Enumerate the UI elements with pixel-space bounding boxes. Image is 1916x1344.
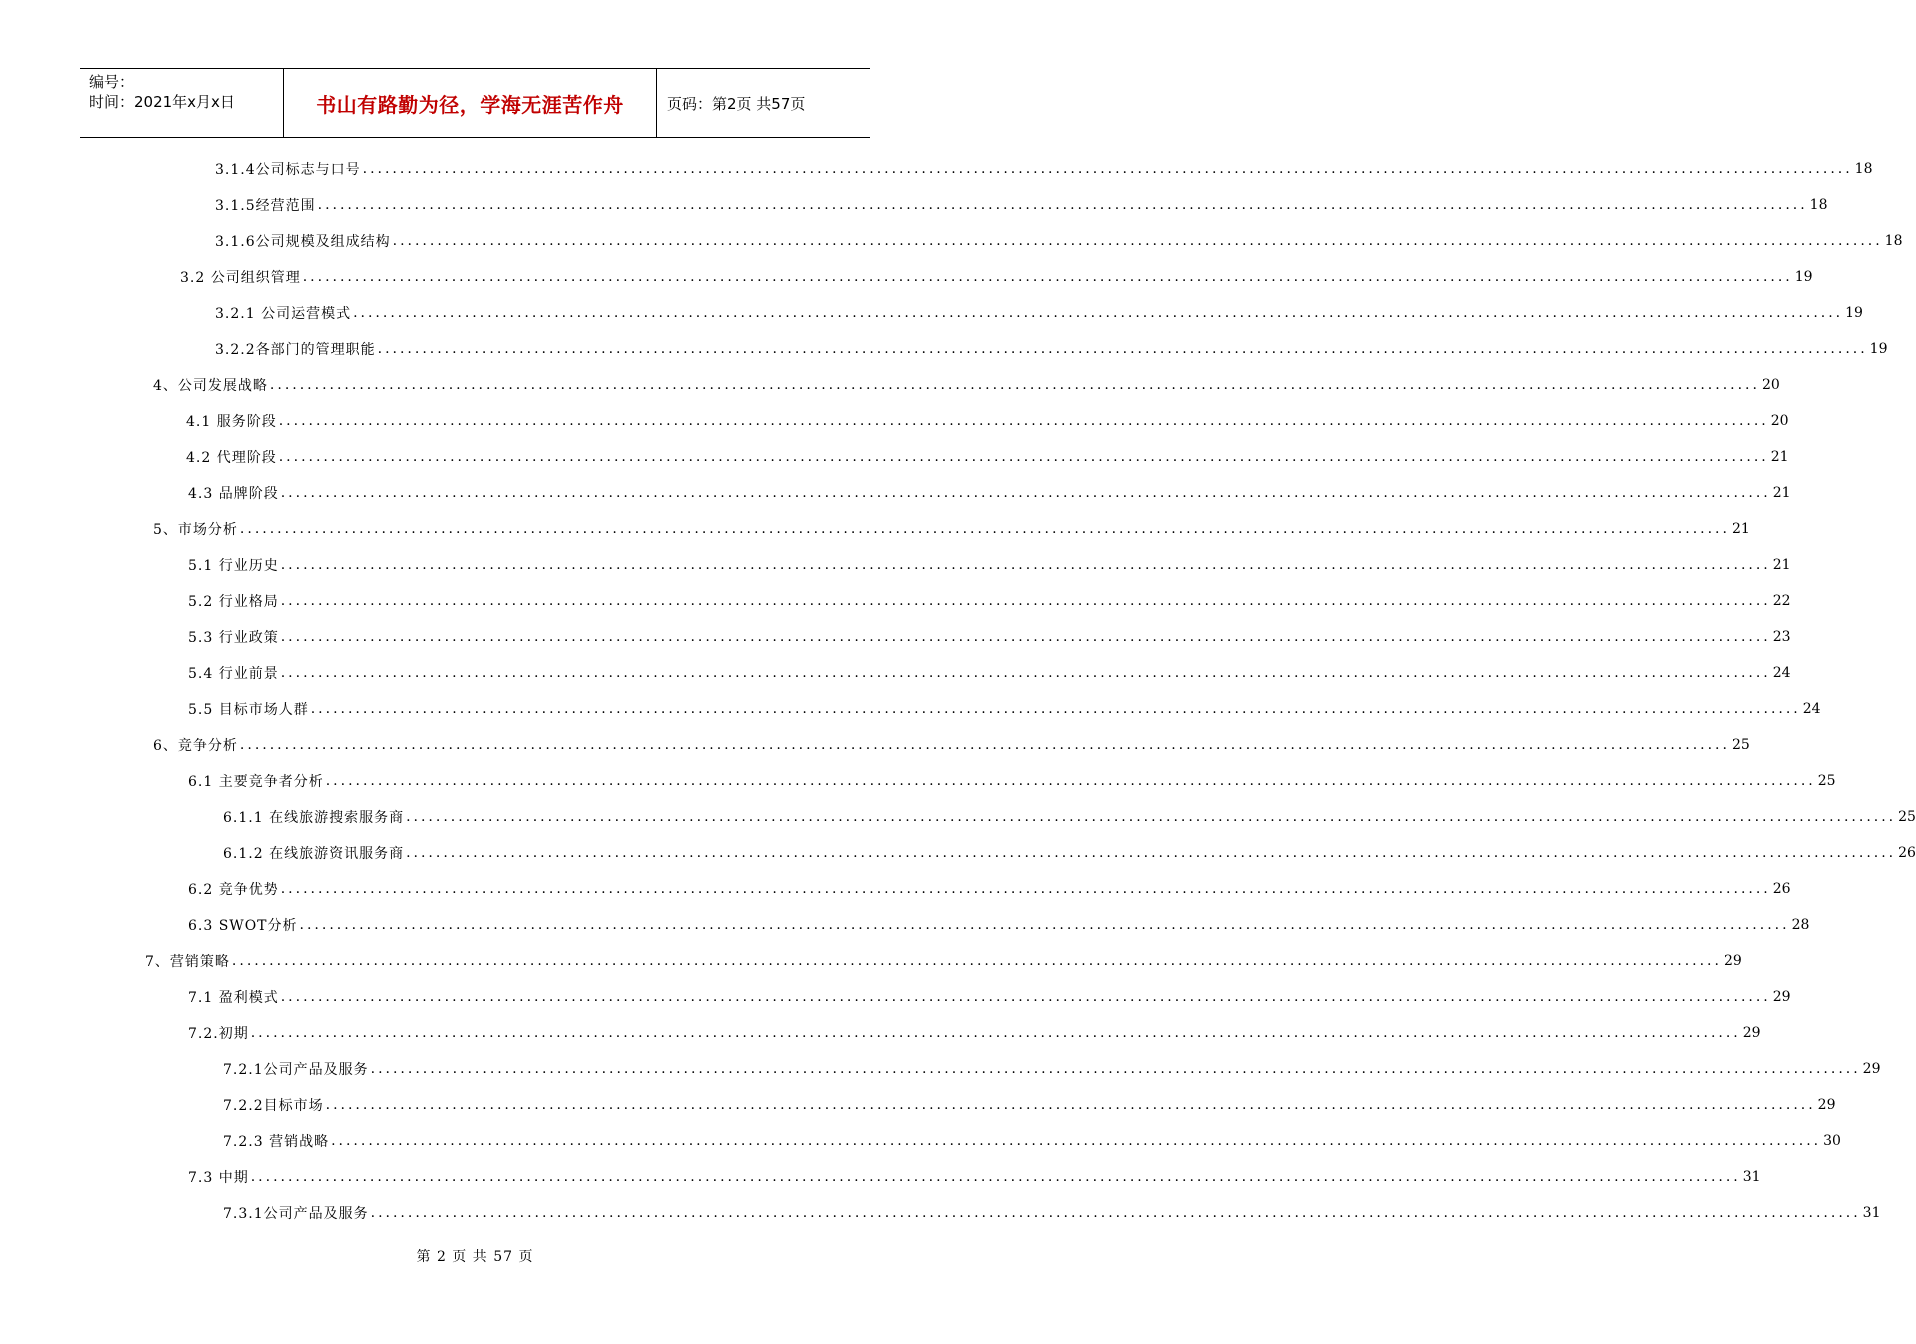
toc-dot-leader: ........................................................................................................................................................................................................ <box>310 701 1801 717</box>
toc-entry[interactable] <box>145 943 1742 979</box>
toc-entry[interactable] <box>188 871 1791 907</box>
toc-dot-leader: ........................................................................................................................................................................................................ <box>280 485 1771 501</box>
toc-entry-title: 5.3 行业政策 <box>188 630 279 646</box>
toc-entry-title: 4.3 品牌阶段 <box>188 486 279 502</box>
toc-entry-page: 21 <box>1770 449 1789 465</box>
toc-dot-leader: ........................................................................................................................................................................................................ <box>231 953 1722 969</box>
toc-dot-leader: ........................................................................................................................................................................................................ <box>370 1205 1861 1221</box>
header-meta <box>80 69 283 137</box>
toc-dot-leader: ........................................................................................................................................................................................................ <box>280 989 1771 1005</box>
toc-entry[interactable] <box>188 1015 1761 1051</box>
toc-entry[interactable] <box>223 1051 1881 1087</box>
toc-entry-page: 19 <box>1869 341 1888 357</box>
toc-entry-page: 25 <box>1898 809 1916 825</box>
toc-entry-title: 5.5 目标市场人群 <box>188 702 309 718</box>
toc-entry-page: 29 <box>1817 1097 1836 1113</box>
toc-dot-leader: ........................................................................................................................................................................................................ <box>280 881 1771 897</box>
toc-entry[interactable] <box>223 1087 1836 1123</box>
toc-dot-leader: ........................................................................................................................................................................................................ <box>325 773 1816 789</box>
toc-entry-title: 6.3 SWOT分析 <box>188 918 298 934</box>
toc-dot-leader: ........................................................................................................................................................................................................ <box>392 233 1883 249</box>
toc-entry[interactable] <box>153 511 1750 547</box>
toc-entry[interactable] <box>223 1195 1881 1231</box>
toc-dot-leader: ........................................................................................................................................................................................................ <box>353 305 1844 321</box>
toc-entry-title: 7、营销策略 <box>145 954 230 970</box>
toc-entry[interactable] <box>215 331 1888 367</box>
toc-entry[interactable] <box>223 799 1916 835</box>
toc-entry-page: 29 <box>1772 989 1791 1005</box>
toc-dot-leader: ........................................................................................................................................................................................................ <box>370 1061 1861 1077</box>
toc-entry-title: 3.1.4公司标志与口号 <box>215 162 361 178</box>
toc-entry-page: 29 <box>1723 953 1742 969</box>
toc-entry[interactable] <box>215 295 1863 331</box>
toc-entry-title: 6.1 主要竞争者分析 <box>188 774 324 790</box>
toc-entry-title: 6、竞争分析 <box>153 738 238 754</box>
toc-entry-page: 24 <box>1802 701 1821 717</box>
toc-entry[interactable] <box>215 187 1828 223</box>
toc-entry[interactable] <box>188 655 1791 691</box>
toc-entry[interactable] <box>215 223 1903 259</box>
toc-dot-leader: ........................................................................................................................................................................................................ <box>280 593 1771 609</box>
toc-dot-leader: ........................................................................................................................................................................................................ <box>250 1169 1741 1185</box>
toc-entry-page: 31 <box>1742 1169 1761 1185</box>
toc-entry[interactable] <box>188 475 1791 511</box>
header-page-code: 页码：第2页 共57页 <box>667 94 806 113</box>
toc-entry-page: 21 <box>1772 485 1791 501</box>
toc-entry-page: 28 <box>1791 917 1810 933</box>
toc-entry-page: 18 <box>1809 197 1828 213</box>
toc-entry-title: 7.2.3 营销战略 <box>223 1134 330 1150</box>
toc-dot-leader: ........................................................................................................................................................................................................ <box>280 629 1771 645</box>
toc-dot-leader: ........................................................................................................................................................................................................ <box>278 413 1769 429</box>
toc-dot-leader: ........................................................................................................................................................................................................ <box>362 161 1853 177</box>
toc-entry-title: 5.4 行业前景 <box>188 666 279 682</box>
toc-entry-page: 20 <box>1770 413 1789 429</box>
toc-entry[interactable] <box>188 979 1791 1015</box>
toc-entry[interactable] <box>188 547 1791 583</box>
toc-entry[interactable] <box>188 907 1810 943</box>
toc-entry-title: 7.2.初期 <box>188 1026 249 1042</box>
toc-entry-title: 3.1.6公司规模及组成结构 <box>215 234 391 250</box>
toc-dot-leader: ........................................................................................................................................................................................................ <box>239 521 1730 537</box>
toc-entry-page: 26 <box>1898 845 1916 861</box>
toc-entry-title: 7.2.1公司产品及服务 <box>223 1062 369 1078</box>
toc-entry-title: 6.1.2 在线旅游资讯服务商 <box>223 846 405 862</box>
toc-dot-leader: ........................................................................................................................................................................................................ <box>250 1025 1741 1041</box>
toc-entry-title: 5.1 行业历史 <box>188 558 279 574</box>
toc-entry-title: 4.1 服务阶段 <box>186 414 277 430</box>
time-label: 时间：2021年x月x日 <box>89 93 235 111</box>
toc-entry[interactable] <box>188 691 1821 727</box>
toc-entry[interactable] <box>188 619 1791 655</box>
toc-dot-leader: ........................................................................................................................................................................................................ <box>278 449 1769 465</box>
toc-dot-leader: ........................................................................................................................................................................................................ <box>406 809 1897 825</box>
toc-entry[interactable] <box>223 1123 1841 1159</box>
toc-entry-page: 20 <box>1761 377 1780 393</box>
toc-dot-leader: ........................................................................................................................................................................................................ <box>377 341 1868 357</box>
toc-entry-title: 3.1.5经营范围 <box>215 198 316 214</box>
toc-entry-page: 23 <box>1772 629 1791 645</box>
toc-entry[interactable] <box>186 439 1789 475</box>
toc-entry-page: 21 <box>1772 557 1791 573</box>
toc-dot-leader: ........................................................................................................................................................................................................ <box>299 917 1790 933</box>
toc-entry-page: 22 <box>1772 593 1791 609</box>
toc-entry-page: 29 <box>1862 1061 1881 1077</box>
toc-entry-page: 29 <box>1742 1025 1761 1041</box>
toc-entry-title: 7.1 盈利模式 <box>188 990 279 1006</box>
toc-entry-page: 31 <box>1862 1205 1881 1221</box>
toc-entry-title: 3.2.2各部门的管理职能 <box>215 342 376 358</box>
toc-dot-leader: ........................................................................................................................................................................................................ <box>239 737 1730 753</box>
toc-entry-title: 7.2.2目标市场 <box>223 1098 324 1114</box>
toc-entry-title: 3.2 公司组织管理 <box>180 270 301 286</box>
page-header <box>80 68 870 138</box>
toc-entry[interactable] <box>180 259 1813 295</box>
toc-entry-title: 3.2.1 公司运营模式 <box>215 306 352 322</box>
toc-entry-title: 6.1.1 在线旅游搜索服务商 <box>223 810 405 826</box>
toc-dot-leader: ........................................................................................................................................................................................................ <box>331 1133 1822 1149</box>
toc-dot-leader: ........................................................................................................................................................................................................ <box>302 269 1793 285</box>
toc-dot-leader: ........................................................................................................................................................................................................ <box>280 557 1771 573</box>
toc-entry[interactable] <box>153 367 1780 403</box>
toc-entry-page: 19 <box>1845 305 1863 321</box>
toc-entry-page: 26 <box>1772 881 1791 897</box>
toc-entry-title: 5、市场分析 <box>153 522 238 538</box>
toc-entry[interactable] <box>186 403 1789 439</box>
toc-entry-page: 25 <box>1817 773 1836 789</box>
toc-entry-title: 5.2 行业格局 <box>188 594 279 610</box>
toc-dot-leader: ........................................................................................................................................................................................................ <box>325 1097 1816 1113</box>
toc-entry-title: 7.3.1公司产品及服务 <box>223 1206 369 1222</box>
toc-dot-leader: ........................................................................................................................................................................................................ <box>280 665 1771 681</box>
page-footer: 第 2 页 共 57 页 <box>416 1249 534 1265</box>
toc-entry-page: 18 <box>1884 233 1903 249</box>
toc-entry-page: 24 <box>1772 665 1791 681</box>
toc-entry-page: 21 <box>1731 521 1750 537</box>
toc-entry-title: 4.2 代理阶段 <box>186 450 277 466</box>
toc-dot-leader: ........................................................................................................................................................................................................ <box>317 197 1808 213</box>
toc-entry-page: 25 <box>1731 737 1750 753</box>
toc-entry[interactable] <box>188 1159 1761 1195</box>
toc-entry-title: 4、公司发展战略 <box>153 378 268 394</box>
toc-entry-page: 30 <box>1823 1133 1841 1149</box>
header-motto: 书山有路勤为径，学海无涯苦作舟 <box>283 69 657 137</box>
toc-entry-page: 19 <box>1794 269 1813 285</box>
toc-entry[interactable] <box>188 583 1791 619</box>
serial-label: 编号： <box>89 73 135 91</box>
toc-entry[interactable] <box>215 151 1873 187</box>
toc-entry-title: 6.2 竞争优势 <box>188 882 279 898</box>
toc-entry-title: 7.3 中期 <box>188 1170 249 1186</box>
toc-entry[interactable] <box>223 835 1916 871</box>
toc-entry-page: 18 <box>1854 161 1873 177</box>
toc-entry[interactable] <box>188 763 1836 799</box>
toc-dot-leader: ........................................................................................................................................................................................................ <box>269 377 1760 393</box>
toc-entry[interactable] <box>153 727 1750 763</box>
toc-dot-leader: ........................................................................................................................................................................................................ <box>406 845 1897 861</box>
